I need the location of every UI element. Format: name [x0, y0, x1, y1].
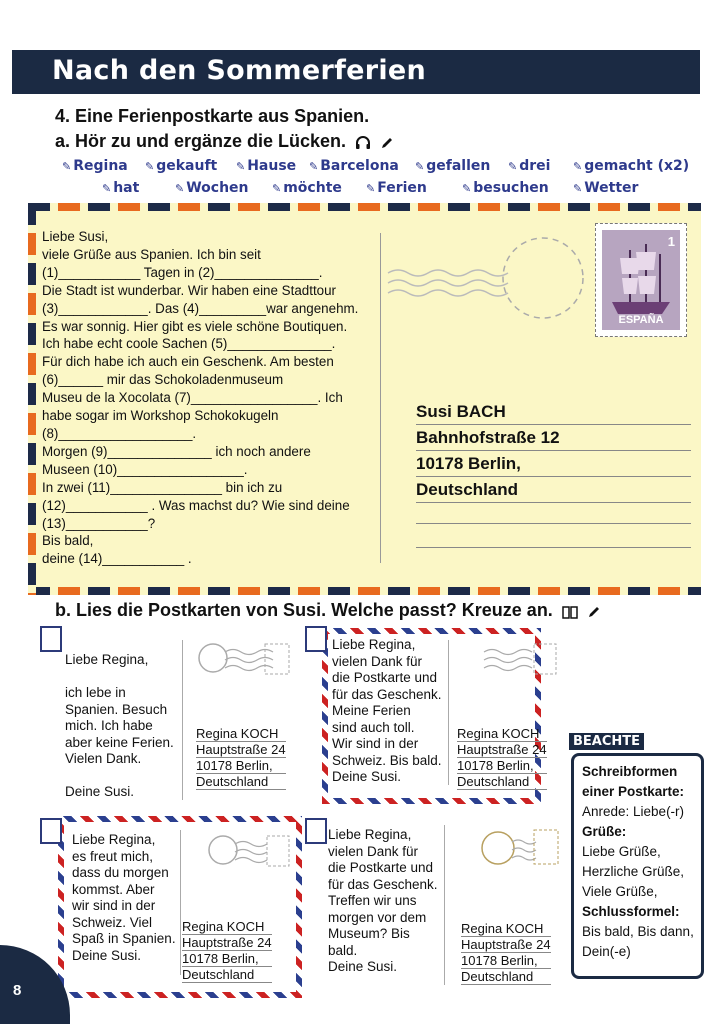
- card-line: wir sind in der: [72, 898, 156, 913]
- postmark-icon: [478, 826, 563, 876]
- letter-line[interactable]: Morgen (9)______________ ich noch andere: [42, 443, 311, 459]
- pencil-icon: ✎: [62, 160, 72, 173]
- beachte-box: [571, 753, 704, 979]
- letter-line[interactable]: (8)__________________.: [42, 425, 197, 441]
- stamp-country: ESPAÑA: [618, 314, 664, 326]
- headphones-icon: [355, 135, 371, 150]
- postmark-icon: [195, 638, 295, 682]
- beachte-line: Bis bald, Bis dann,: [582, 924, 694, 939]
- address-line: Hauptstraße 24: [196, 742, 286, 757]
- pencil-icon: ✎: [309, 160, 319, 173]
- card-line: vielen Dank für: [328, 843, 419, 859]
- address-blank-line: [416, 547, 691, 548]
- option-card-4-text: [328, 827, 438, 976]
- card-4-address: [461, 921, 551, 985]
- page-number: 8: [13, 982, 22, 999]
- card-line: aber keine Ferien.: [65, 734, 174, 750]
- pencil-icon: ✎: [508, 160, 518, 173]
- letter-line: habe sogar im Workshop Schokokugeln: [42, 408, 279, 424]
- card-line: Schweiz. Viel: [72, 914, 153, 930]
- postmark-icon: [482, 640, 562, 680]
- beachte-line: Schreibformen: [582, 764, 678, 779]
- address-line: 10178 Berlin,: [196, 758, 286, 774]
- address-line: 10178 Berlin,: [461, 953, 551, 969]
- checkbox-card-4[interactable]: [305, 818, 327, 844]
- letter-line: viele Grüße aus Spanien. Ich bin seit: [42, 246, 261, 262]
- card-line: Vielen Dank.: [65, 751, 142, 766]
- card-1-address: [196, 726, 286, 790]
- word-bank-item: ✎ gefallen: [415, 158, 491, 174]
- letter-line: Für dich habe ich auch ein Geschenk. Am besten: [42, 354, 334, 370]
- pencil-icon: ✎: [462, 182, 472, 195]
- beachte-line: Herzliche Grüße,: [582, 864, 685, 879]
- letter-line: Es war sonnig. Hier gibt es viele schöne Boutiquen.: [42, 318, 348, 334]
- card-line: Liebe Regina,: [332, 637, 416, 652]
- address-line: Susi BACH: [416, 399, 691, 425]
- exercise-4a-instruction: a. Hör zu und ergänze die Lücken.: [55, 131, 347, 151]
- address-line: Regina KOCH: [182, 919, 272, 935]
- letter-line[interactable]: Ich habe echt coole Sachen (5)______________.: [42, 336, 336, 352]
- word-bank-item: ✎ Hause: [236, 158, 297, 174]
- card-3-address: [182, 919, 272, 983]
- word-bank-item: ✎ gekauft: [145, 158, 218, 174]
- address-line: Deutschland: [182, 967, 272, 983]
- card-line: Deine Susi.: [332, 769, 402, 784]
- card-divider: [444, 825, 445, 985]
- postcard-letter: [42, 228, 382, 568]
- card-divider: [448, 640, 449, 785]
- card-divider: [182, 640, 183, 800]
- address-line: Bahnhofstraße 12: [416, 425, 691, 451]
- beachte-line: Anrede: Liebe(-r): [582, 804, 685, 819]
- card-line: Liebe Regina,: [65, 652, 149, 667]
- letter-line[interactable]: In zwei (11)_______________ bin ich zu: [42, 479, 283, 495]
- word-bank-item: ✎ Wochen: [175, 180, 249, 196]
- card-line: bald.: [328, 942, 358, 958]
- beachte-line: einer Postkarte:: [582, 784, 685, 799]
- word-bank-item: ✎ Ferien: [366, 180, 427, 196]
- card-line: Wir sind in der: [332, 736, 419, 751]
- exercise-4b-title: [55, 600, 601, 621]
- letter-line[interactable]: (6)______ mir das Schokoladenmuseum: [42, 372, 284, 388]
- letter-line[interactable]: Museen (10)_________________.: [42, 461, 248, 477]
- letter-line[interactable]: (1)___________ Tagen in (2)______________.: [42, 264, 323, 280]
- pencil-icon: ✎: [573, 182, 583, 195]
- letter-line: Liebe Susi,: [42, 229, 109, 244]
- postmark-icon: [205, 830, 295, 874]
- address-line: Regina KOCH: [196, 726, 286, 742]
- card-line: Spaß in Spanien.: [72, 931, 176, 946]
- card-line: mich. Ich habe: [65, 718, 153, 733]
- card-line: Treffen wir uns: [328, 893, 417, 908]
- chapter-title: Nach den Sommerferien: [52, 55, 427, 86]
- word-bank-item: ✎ Wetter: [573, 180, 639, 196]
- card-line: ich lebe in: [65, 685, 126, 700]
- word-bank-item: ✎ besuchen: [462, 180, 549, 196]
- card-line: die Postkarte und: [332, 670, 438, 685]
- stamp-image: [602, 230, 680, 330]
- card-line: Liebe Regina,: [72, 832, 156, 847]
- letter-line[interactable]: Museu de la Xocolata (7)_________________. Ich: [42, 390, 343, 406]
- card-line: dass du morgen: [72, 865, 169, 880]
- card-line: Spanien. Besuch: [65, 701, 168, 717]
- option-card-1-text: [65, 652, 174, 801]
- address-line: Deutschland: [461, 969, 551, 985]
- card-line: für das Geschenk.: [328, 876, 438, 892]
- pencil-icon: ✎: [145, 160, 155, 173]
- letter-line: Die Stadt ist wunderbar. Wir haben eine Stadttour: [42, 282, 337, 298]
- beachte-label: BEACHTE: [569, 733, 644, 750]
- card-line: Museum? Bis: [328, 926, 410, 941]
- address-line: Deutschland: [457, 774, 547, 790]
- address-line: Hauptstraße 24: [457, 742, 547, 757]
- beachte-line: Schlussformel:: [582, 904, 680, 919]
- letter-line[interactable]: (13)___________?: [42, 515, 156, 531]
- word-bank-item: ✎ Regina: [62, 158, 128, 174]
- checkbox-card-2[interactable]: [305, 626, 327, 652]
- pencil-icon: [587, 605, 601, 619]
- pencil-icon: [380, 136, 394, 150]
- checkbox-card-1[interactable]: [40, 626, 62, 652]
- card-line: Deine Susi.: [72, 947, 142, 963]
- card-line: Schweiz. Bis bald.: [332, 752, 442, 768]
- card-line: Deine Susi.: [65, 784, 135, 799]
- airmail-border: [28, 203, 701, 211]
- address-line: Hauptstraße 24: [182, 935, 272, 950]
- word-bank-item: ✎ Barcelona: [309, 158, 399, 174]
- stamp-value: 1: [667, 234, 675, 249]
- address-line: Deutschland: [196, 774, 286, 790]
- address-line: Deutschland: [416, 477, 691, 503]
- card-line: morgen vor dem: [328, 909, 427, 925]
- card-line: Meine Ferien: [332, 703, 411, 718]
- stamp: [595, 223, 687, 337]
- beachte-line: Grüße:: [582, 824, 627, 839]
- card-line: kommst. Aber: [72, 881, 155, 897]
- option-card-2-text: [332, 637, 442, 786]
- letter-line[interactable]: (12)___________ . Was machst du? Wie sind deine: [42, 497, 350, 513]
- pencil-icon: ✎: [236, 160, 246, 173]
- address-line: 10178 Berlin,: [182, 951, 272, 967]
- letter-line: Bis bald,: [42, 533, 94, 549]
- card-line: es freut mich,: [72, 848, 154, 864]
- chapter-header: [12, 50, 700, 94]
- letter-line[interactable]: (3)____________. Das (4)_________war angenehm.: [42, 300, 359, 316]
- address-blank-line: [416, 523, 691, 524]
- card-line: sind auch toll.: [332, 719, 415, 735]
- pencil-icon: ✎: [366, 182, 376, 195]
- card-line: die Postkarte und: [328, 860, 434, 875]
- main-postcard: [28, 203, 701, 595]
- card-2-address: [457, 726, 547, 790]
- beachte-line: Viele Grüße,: [582, 884, 658, 899]
- airmail-border: [28, 203, 36, 595]
- checkbox-card-3[interactable]: [40, 818, 62, 844]
- option-card-3-text: [72, 832, 176, 964]
- card-line: für das Geschenk.: [332, 686, 442, 702]
- letter-line[interactable]: deine (14)___________ .: [42, 551, 192, 567]
- exercise-4a-title: [55, 131, 394, 152]
- pencil-icon: ✎: [573, 160, 583, 173]
- card-line: Liebe Regina,: [328, 827, 412, 842]
- address-line: Regina KOCH: [461, 921, 551, 937]
- address-line: 10178 Berlin,: [457, 758, 547, 774]
- postmark-icon: [378, 233, 593, 323]
- word-bank-item: ✎ gemacht (x2): [573, 158, 690, 174]
- pencil-icon: ✎: [102, 182, 112, 195]
- word-bank-item: ✎ drei: [508, 158, 551, 174]
- card-divider: [180, 830, 181, 975]
- exercise-4-title: 4. Eine Ferienpostkarte aus Spanien.: [55, 106, 370, 126]
- book-icon: [562, 605, 578, 619]
- pencil-icon: ✎: [175, 182, 185, 195]
- card-line: vielen Dank für: [332, 653, 423, 669]
- address-line: 10178 Berlin,: [416, 451, 691, 477]
- airmail-border: [28, 587, 701, 595]
- exercise-4b-instruction: b. Lies die Postkarten von Susi. Welche passt? Kreuze an.: [55, 600, 553, 620]
- card-line: [65, 768, 174, 785]
- address-line: Regina KOCH: [457, 726, 547, 742]
- word-bank-item: ✎ hat: [102, 180, 140, 196]
- word-bank-item: ✎ möchte: [272, 180, 342, 196]
- card-line: [65, 669, 174, 686]
- address-line: Hauptstraße 24: [461, 937, 551, 952]
- beachte-line: Dein(-e): [582, 944, 631, 959]
- pencil-icon: ✎: [272, 182, 282, 195]
- card-line: Deine Susi.: [328, 959, 398, 974]
- beachte-line: Liebe Grüße,: [582, 844, 661, 859]
- pencil-icon: ✎: [415, 160, 425, 173]
